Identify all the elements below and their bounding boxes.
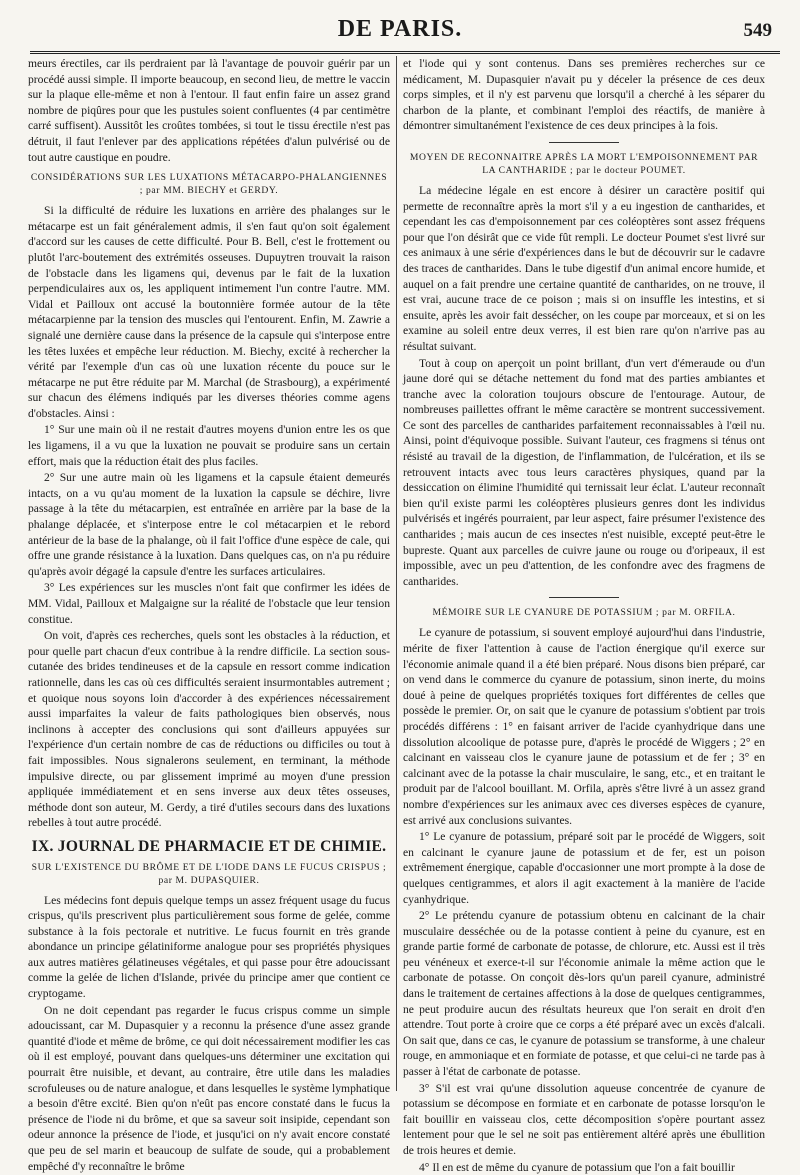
journal-heading: IX. JOURNAL DE PHARMACIE ET DE CHIMIE. xyxy=(31,837,387,855)
section-heading-cantharide: MOYEN DE RECONNAITRE APRÈS LA MORT L'EMPOISONNEMENT PAR LA CANTHARIDE ; par le docteur POUMET. xyxy=(409,151,759,176)
running-title: DE PARIS. xyxy=(337,16,463,42)
section-divider xyxy=(549,142,619,143)
paragraph: On voit, d'après ces recherches, quels sont les obstacles à la réduction, et pour quelle part chacun d'eux contribue à la rendre difficile. La section sous-cutanée des brides tendineuses et de la capsule en ressort comme indication rationnelle, dans les cas où ces difficultés seraient insurmontables autrement ; et quoique nous soyons loin d'accorder à des expériences nécessairement aussi imparfaites la valeur de faits pathologiques bien observés, nous inclinons à accepter des conclusions qui sont d'ailleurs appuyées sur l'expérience d'un certain nombre de cas de réductions ou difficiles ou tout à fait impossibles. Nous signalerons seulement, en terminant, la méthode impulsive directe, ou par glissement imprimé au moyen d'une pression appliquée immédiatement et en sens inverse aux deux têtes osseuses, méthode dont son auteur, M. Gerdy, a tiré d'utiles secours dans des luxations rebelles à tout autre procédé. xyxy=(28,629,390,830)
paragraph: 4° Il en est de même du cyanure de potassium que l'on a fait bouillir xyxy=(419,1160,735,1174)
paragraph: 2° Le prétendu cyanure de potassium obtenu en calcinant de la chair musculaire desséchée ou de la potasse contient à peine du cyanure, est en grande partie formé de carbonate de potasse, de chlorure, etc. Aussi est il très peu vénéneux et exerce-t-il sur l'économie animale la même action que le carbonate de potasse. On conçoit dès-lors qu'un pareil cyanure, administré dans le traitement de certaines affections à la dose de quelques centigrammes, ne peut produire aucun des résultats heureux que l'on serait en droit d'en attendre. Tout porte à croire que ce corps a été préparé avec un excès d'alcali. On sait que, dans ce cas, le cyanure de potassium se transforme, à une chaleur rouge, en ammoniaque et en formiate de potasse, et que celui-ci ne tarde pas à passer à l'état de carbonate de potasse. xyxy=(403,909,765,1079)
paragraph: 2° Sur une autre main où les ligamens et la capsule étaient demeurés intacts, on a vu qu'au moment de la luxation la capsule se déchire, livre passage à la tête du métacarpien, est entraînée en arrière par la base de la phalange déplacée, et s'interpose entre le col métacarpien et le rebord antérieur de la base de la phalange, où il fait l'office d'une espèce de cale, qui offre une grande résistance à la luxation. Dans quelques cas, on n'a pu réduire qu'après avoir dégagé la capsule d'entre les surfaces articulaires. xyxy=(28,471,390,578)
paragraph: On ne doit cependant pas regarder le fucus crispus comme un simple adoucissant, car M. Dupasquier y a reconnu la présence d'une assez grande quantité d'iode et même de brôme, ce qui doit nécessairement modifier les cas où il est employé, pouvant dans quelques-uns déterminer une excitation qui pourrait être nuisible, et devant, au contraire, être utile dans les maladies scrofuleuses ou de nature analogue, et dans lesquelles le système lymphatique a besoin d'être excité. Bien qu'on n'eût pas encore constaté dans le fucus la présence de l'iode ni du brôme, et que sa saveur soit insipide, cependant son odeur annonce la présence de l'iode, et jusqu'ici on n'y avait encore constaté que peu de sel marin et beaucoup de sulfate de soude, qui a probablement empêché d'y reconnaître le brôme xyxy=(28,1003,390,1173)
section-heading-luxations: CONSIDÉRATIONS SUR LES LUXATIONS MÉTACARPO-PHALANGIENNES ; par MM. BIECHY et GERDY. xyxy=(30,172,388,197)
section-heading-fucus: SUR L'EXISTENCE DU BRÔME ET DE L'IODE DANS LE FUCUS CRISPUS ; par M. DUPASQUIER. xyxy=(31,861,387,886)
paragraph: 3° Les expériences sur les muscles n'ont fait que confirmer les idées de MM. Vidal, Pailloux et Malgaigne sur la réalité de l'obstacle que leur tension constitue. xyxy=(28,581,390,626)
page-number: 549 xyxy=(743,20,772,41)
column-rule xyxy=(396,56,397,1091)
section-heading-cyanure: MÉMOIRE SUR LE CYANURE DE POTASSIUM ; par M. ORFILA. xyxy=(432,607,736,619)
paragraph: Tout à coup on aperçoit un point brillant, d'un vert d'émeraude ou d'un jaune doré qui se détache nettement du fond mat des parties ambiantes et tranche avec la coloration toujours obscure de l'entourage. Autour, de nombreuses paillettes offrant le même caractère se montrent successivement. Ce sont des parcelles de cantharides parfaitement reconnaissables à l'œil nu. Ainsi, point d'équivoque possible. Suivant l'auteur, ces fragmens si ténus ont résisté au travail de la digestion, de l'inflammation, de l'ulcération, et ils se retrouvent intacts avec tous leurs caractères physiques, quand par la dessiccation on élimine l'humidité qui ternissait leur éclat. L'auteur reconnaît bien qu'il existe parmi les coléoptères plusieurs genres dont les individus pulvérisés et ingérés pourraient, par leur aspect, faire présumer l'existence des cantharides ; mais aucun de ces insectes n'est nuisible, excepté peut-être le bupreste. Quant aux parcelles de cuivre jaune ou rouge ou d'oripeaux, il est impossible, avec un peu d'attention, de les confondre avec des fragmens de cantharides. xyxy=(403,356,765,588)
section-divider xyxy=(549,597,619,598)
left-column xyxy=(28,56,390,1173)
paragraph: Le cyanure de potassium, si souvent employé aujourd'hui dans l'industrie, mérite de fixer l'attention à cause de l'action énergique qu'il exerce sur l'économie animale quand il a été bien préparé. Nous disons bien préparé, car on vend dans le commerce du cyanure de potassium, sinon inerte, du moins doué à peine de quelques propriétés toxiques fort différentes de celles que possède le premier. Or, on sait que le cyanure de potassium s'obtient par trois procédés différens : 1° en faisant arriver de l'acide cyanhydrique dans une dissolution alcoolique de potasse pure, d'après le procédé de Wiggers ; 2° en calcinant en vaisseau clos le cyanure jaune de potassium et de fer ; 3° en calcinant avec de la potasse la chair musculaire, le sang, etc., et en traitant le produit par de l'alcool bouillant. M. Orfila, après s'être livré à un assez grand nombre d'expériences sur les animaux avec ces diverses espèces de cyanure, est arrivé aux conclusions suivantes. xyxy=(403,626,765,827)
paragraph: 1° Sur une main où il ne restait d'autres moyens d'union entre les os que les ligamens, il a vu que la luxation ne pouvait se produire sans un certain effort, mais que la réduction était des plus faciles. xyxy=(28,423,390,468)
paragraph: 3° S'il est vrai qu'une dissolution aqueuse concentrée de cyanure de potassium se décompose en formiate et en carbonate de potasse lorsqu'on le fait bouillir en vaisseau clos, cette décomposition s'opère pourtant assez lentement pour que le sel ne soit pas entièrement altéré après une ébullition de trois heures et demie. xyxy=(403,1081,765,1157)
paragraph: La médecine légale en est encore à désirer un caractère positif qui permette de reconnaître après la mort s'il y a eu ingestion de cantharides, et cependant les cas d'empoisonnement par ces coléoptères sont assez fréquens pour que l'on désirât que ce vide fût rempli. Le docteur Poumet s'est livré sur ces animaux à une série d'expériences dans le but de découvrir sur le cadavre des traces de cantharides. Dans le tube digestif d'un animal encore humide, et auquel on a fait prendre une certaine quantité de cantharides, on ne trouve, il est vrai, aucune trace de ce poison ; mais si on insuffle les intestins, et si ensuite, après les avoir fait dessécher, on les coupe par morceaux, et si on les examine au soleil entre deux verres, il est bien rare qu'on n'arrive pas au résultat suivant. xyxy=(403,183,765,353)
paragraph: meurs érectiles, car ils perdraient par là l'avantage de pouvoir guérir par un procédé aussi simple. Il importe beaucoup, en second lieu, de mettre le vaccin sur la plaque elle-même et non à l'entour. Il faut enfin faire un assez grand nombre de piqûres pour que les pustules soient confluentes (4 par centimètre carré suffisent). Aussitôt les croûtes tombées, si tout le tissu érectile n'est pas détruit, il faut l'enlever par des applications répétées d'alun pulvérisé ou de tout autre caustique en poudre. xyxy=(28,57,390,164)
paragraph: et l'iode qui y sont contenus. Dans ses premières recherches sur ce médicament, M. Dupasquier n'avait pu y déceler la présence de ces deux corps simples, et il n'y est parvenu que lorsqu'il a cherché à les séparer du charbon de la plante, et combinant l'emploi des réactifs, de manière à démontrer simultanément l'existence de ces deux principes à la fois. xyxy=(403,57,765,133)
paragraph: 1° Le cyanure de potassium, préparé soit par le procédé de Wiggers, soit en calcinant le cyanure jaune de potassium et de fer, est un poison extrêmement énergique, capable d'occasionner une mort prompte à la dose de quelques centigrammes, et alors il agit exactement à la manière de l'acide cyanhydrique. xyxy=(403,830,765,906)
header-rule xyxy=(30,51,780,54)
paragraph: Si la difficulté de réduire les luxations en arrière des phalanges sur le métacarpe est un fait généralement admis, il s'en faut qu'on soit également d'accord sur les causes de cette difficulté. Pour B. Bell, c'est le frottement ou plutôt l'arc-boutement des extrémités osseuses. Dupuytren trouvait la raison de l'obstacle dans les ligamens qui, devenus par le fait de la luxation perpendiculaires aux os, les appliquent intimement l'un contre l'autre. MM. Vidal et Pailloux ont accusé la boutonnière formée autour de la tête métacarpienne par la tension des muscles qui l'entourent. Enfin, M. Zawrie a signalé une dernière cause dans la présence de la capsule qui s'interpose entre les têtes luxées et empêche leur réduction. M. Biechy, excité à rechercher la vérité par l'exemple d'un cas où une luxation récente du pouce sur le métacarpe ne put être réduite par M. Marchal (de Strasbourg), a expérimenté sur chacun des élémens indiqués par les diverses théories comme agens d'obstacles. Ainsi : xyxy=(28,204,390,420)
right-column xyxy=(403,56,765,1174)
page-header xyxy=(20,14,780,44)
paragraph: Les médecins font depuis quelque temps un assez fréquent usage du fucus crispus, qu'ils prescrivent plus particulièrement sous forme de gelée, comme substance à la fois pectorale et nutritive. Le fucus fournit en très grande abondance un principe gélatiniforme analogue pour ses propriétés physiques aux autres matières gélatineuses végétales, et qui passe pour être adoucissant comme la gelée de lichen d'Islande, privée du principe amer que contient ce cryptogame. xyxy=(28,893,390,1001)
